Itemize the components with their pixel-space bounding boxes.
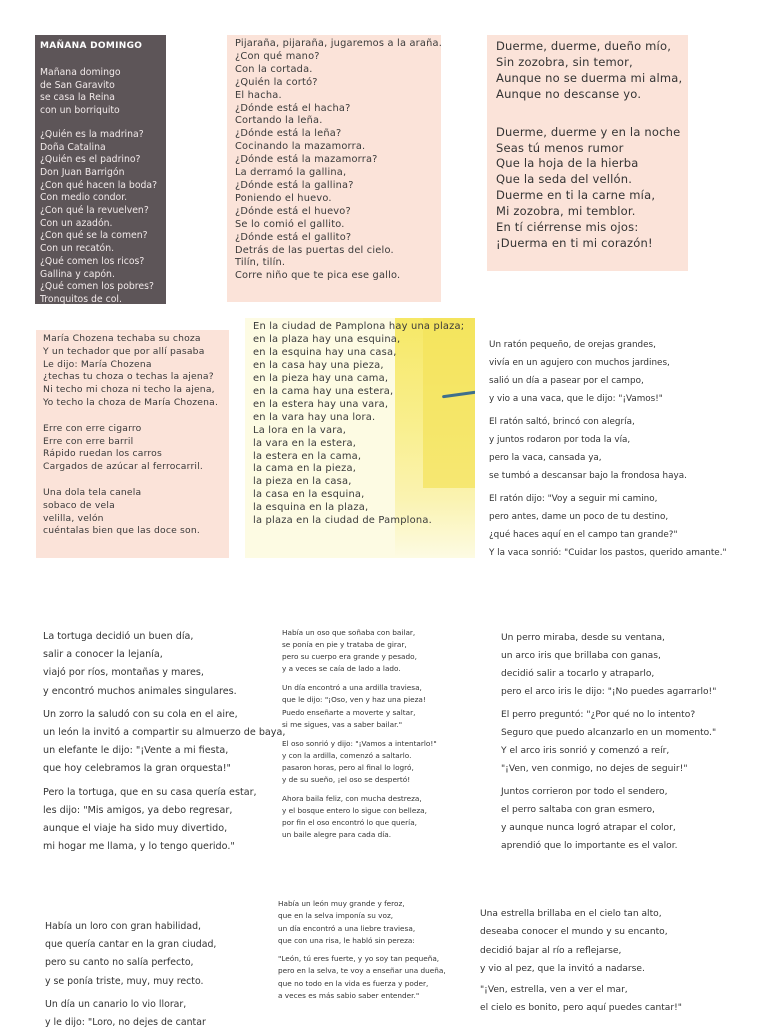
poem-line: Duerme, duerme, dueño mío, xyxy=(496,39,672,53)
poem-line: ¿Quién la cortó? xyxy=(235,76,318,88)
poem-line: Don Juan Barrigón xyxy=(40,166,125,178)
poem-line: Ni techo mi choza ni techo la ajena, xyxy=(43,384,215,396)
poem-line: ¿Quién es el padrino? xyxy=(40,154,141,166)
poem-lines xyxy=(496,39,683,252)
poem-line: que no todo en la vida es fuerza y poder, xyxy=(278,978,429,988)
poem-line: Un zorro la saludó con su cola en el aire, xyxy=(43,708,238,720)
poem-line: pero la vaca, cansada ya, xyxy=(489,453,602,463)
poem-line: Mi zozobra, mi temblor. xyxy=(496,204,636,219)
poem-line: se casa la Reina xyxy=(40,92,115,104)
poem-oso xyxy=(282,627,472,842)
poem-manana-domingo xyxy=(35,35,166,304)
poem-line: ¿Dónde está la gallina? xyxy=(235,179,354,191)
poem-line: en la vara hay una lora. xyxy=(253,411,376,423)
poem-line: Yo techo la choza de María Chozena. xyxy=(43,396,219,408)
poem-line: El ratón dijo: "Voy a seguir mi camino, xyxy=(489,494,658,504)
poem-line: ¿Dónde está el hacha? xyxy=(235,102,351,114)
poem-line: Sin zozobra, sin temor, xyxy=(496,54,633,69)
poem-line: sobaco de vela xyxy=(43,499,115,511)
stanza-break xyxy=(282,786,472,793)
poem-line: Se lo comió el gallito. xyxy=(235,218,345,230)
poem-lines xyxy=(480,905,730,1017)
poem-line: un arco iris que brillaba con ganas, xyxy=(501,651,661,661)
poem-line: Ahora baila feliz, con mucha destreza, xyxy=(282,794,422,804)
poem-line: El hacha. xyxy=(235,89,282,101)
stanza-break xyxy=(40,118,161,129)
poem-line: a veces es más sabio saber entender." xyxy=(278,991,420,1001)
poem-line: "León, tú eres fuerte, y yo soy tan pequeña, xyxy=(278,954,440,964)
poem-line: Había un león muy grande y feroz, xyxy=(278,899,405,908)
poem-line: la casa en la esquina, xyxy=(253,489,365,501)
poem-line: ¿Con qué la revuelven? xyxy=(40,205,149,217)
poem-line: la esquina en la plaza, xyxy=(253,502,369,514)
poem-line: viajó por ríos, montañas y mares, xyxy=(43,667,204,679)
poem-line: decidió bajar al río a reflejarse, xyxy=(480,945,622,956)
stanza-break xyxy=(282,675,472,682)
poem-line: ¿Con qué hacen la boda? xyxy=(40,179,158,191)
stanza-break xyxy=(43,410,222,423)
poem-line: la estera en la cama, xyxy=(253,450,362,462)
poem-line: un día encontró a una liebre traviesa, xyxy=(278,923,416,933)
poem-line: la vara en la estera, xyxy=(253,437,357,449)
poem-line: un elefante le dijo: "¡Vente a mi fiesta, xyxy=(43,745,229,757)
poem-line: pero en la selva, te voy a enseñar una dueña, xyxy=(278,966,446,976)
poem-line: Cargados de azúcar al ferrocarril. xyxy=(43,461,204,473)
poem-line: y aunque nunca logró atrapar el color, xyxy=(501,823,676,833)
poem-line: ¿Dónde está el gallito? xyxy=(235,231,352,243)
poem-pamplona xyxy=(245,318,475,558)
poem-line: en la estera hay una vara, xyxy=(253,398,389,410)
poem-line: ¿Qué comen los pobres? xyxy=(40,281,154,293)
poem-lines xyxy=(253,321,467,528)
poem-line: Cocinando la mazamorra. xyxy=(235,141,366,153)
poem-line: El ratón saltó, brincó con alegría, xyxy=(489,417,635,427)
poem-line: y vio a una vaca, que le dijo: "¡Vamos!" xyxy=(489,394,663,404)
poem-line: Rápido ruedan los carros xyxy=(43,448,162,460)
poem-line: que hoy celebramos la gran orquesta!" xyxy=(43,763,231,775)
poem-line: en la esquina hay una casa, xyxy=(253,346,397,358)
poem-line: Pero la tortuga, que en su casa quería estar, xyxy=(43,786,257,798)
poem-line: ¿techas tu choza o techas la ajena? xyxy=(43,371,214,383)
poem-line: Tronquitos de col. xyxy=(40,293,122,305)
poem-line: y le dijo: "Loro, no dejes de cantar xyxy=(45,1017,206,1029)
poem-loro xyxy=(45,918,265,1032)
poem-line: "¡Ven, estrella, ven a ver el mar, xyxy=(480,984,628,995)
stanza-break xyxy=(496,114,679,125)
poem-line: Y el arco iris sonrió y comenzó a reír, xyxy=(501,746,670,756)
poem-line: mi hogar me llama, y lo tengo querido." xyxy=(43,841,235,853)
poem-line: salió un día a pasear por el campo, xyxy=(489,376,644,386)
poem-line: Detrás de las puertas del cielo. xyxy=(235,244,394,256)
poem-line: ¿Qué comen los ricos? xyxy=(40,255,145,267)
poem-line: si me sigues, vas a saber bailar." xyxy=(282,719,403,729)
poem-lines xyxy=(278,898,478,1002)
poem-line: salir a conocer la lejanía, xyxy=(43,649,163,661)
poem-line: María Chozena techaba su choza xyxy=(43,333,201,344)
poem-line: Un día un canario lo vio llorar, xyxy=(45,998,187,1010)
poem-line: y vio al pez, que la invitó a nadarse. xyxy=(480,964,645,975)
stanza-break xyxy=(43,474,222,487)
poem-line: en la casa hay una pieza, xyxy=(253,359,384,371)
poem-line: Le dijo: María Chozena xyxy=(43,358,152,370)
poem-line: el cielo es bonito, pero aquí puedes cantar!" xyxy=(480,1003,682,1014)
poem-line: un baile alegre para cada día. xyxy=(282,830,392,840)
poem-line: Que la seda del vellón. xyxy=(496,172,633,187)
poem-line: La tortuga decidió un buen día, xyxy=(43,631,194,642)
poem-line: Aunque no se duerma mi alma, xyxy=(496,70,683,85)
poem-line: Había un oso que soñaba con bailar, xyxy=(282,628,416,637)
poem-line: en la cama hay una estera, xyxy=(253,385,394,397)
poem-line: deseaba conocer el mundo y su encanto, xyxy=(480,927,668,938)
poem-line: decidió salir a tocarlo y atraparlo, xyxy=(501,669,655,679)
poem-line: y de su sueño, ¡el oso se despertó! xyxy=(282,775,411,785)
poem-line: Tilín, tilín. xyxy=(235,257,286,269)
poem-line: ¿qué haces aquí en el campo tan grande?" xyxy=(489,530,678,540)
poem-line: Pijaraña, pijaraña, jugaremos a la araña. xyxy=(235,38,443,49)
poem-line: y con la ardilla, comenzó a saltarlo. xyxy=(282,750,412,760)
poem-line: que en la selva imponía su voz, xyxy=(278,911,394,921)
poem-line: cuéntalas bien que las doce son. xyxy=(43,525,200,537)
poem-line: ¿Dónde está el huevo? xyxy=(235,205,351,217)
poem-line: y encontró muchos animales singulares. xyxy=(43,685,237,697)
poem-line: Poniendo el huevo. xyxy=(235,192,332,204)
poem-line: que le dijo: "¡Oso, ven y haz una pieza! xyxy=(282,695,426,705)
poem-lines xyxy=(45,918,265,1032)
poem-line: pasaron horas, pero al final lo logró, xyxy=(282,762,414,772)
poem-lines xyxy=(282,627,472,842)
poem-maria-chozena xyxy=(36,330,229,558)
poem-raton xyxy=(489,336,739,562)
poem-line: Duerme en ti la carne mía, xyxy=(496,188,656,203)
poem-line: ¿Con qué se la comen? xyxy=(40,230,148,242)
poem-line: la cama en la pieza, xyxy=(253,463,357,475)
poem-line: Con un azadón. xyxy=(40,217,113,229)
poem-lines xyxy=(501,629,746,855)
poem-line: vivía en un agujero con muchos jardines, xyxy=(489,358,670,368)
poem-line: Erre con erre cigarro xyxy=(43,422,142,434)
poem-line: Con un recatón. xyxy=(40,243,115,255)
poem-lines xyxy=(43,333,222,538)
poem-line: El oso sonrió y dijo: "¡Vamos a intentarlo!" xyxy=(282,738,437,748)
poem-line: un león la invitó a compartir su almuerzo de baya, xyxy=(43,727,286,739)
poem-line: Y la vaca sonrió: "Cuidar los pastos, querido amante." xyxy=(489,548,727,558)
poem-pijarana xyxy=(227,35,441,302)
poem-line: Una dola tela canela xyxy=(43,486,142,498)
poem-line: ¿Dónde está la leña? xyxy=(235,128,342,140)
poem-perro xyxy=(501,629,746,855)
poem-line: Seas tú menos rumor xyxy=(496,140,624,155)
poem-line: ¿Quién es la madrina? xyxy=(40,128,144,140)
poem-line: Gallina y capón. xyxy=(40,268,115,280)
poem-line: con un borriquito xyxy=(40,105,120,117)
poem-line: pero su canto no salía perfecto, xyxy=(45,957,194,969)
poem-line: Y un techador que por allí pasaba xyxy=(43,345,205,357)
poem-line: Un perro miraba, desde su ventana, xyxy=(501,633,665,643)
poem-line: Que la hoja de la hierba xyxy=(496,156,639,171)
poem-line: y se ponía triste, muy, muy recto. xyxy=(45,975,204,987)
poem-line: la plaza en la ciudad de Pamplona. xyxy=(253,515,432,527)
poem-line: ¿Con qué mano? xyxy=(235,50,320,62)
poem-line: Juntos corrieron por todo el sendero, xyxy=(501,787,668,797)
poem-line: Una estrella brillaba en el cielo tan alto, xyxy=(480,909,662,919)
poem-line: les dijo: "Mis amigos, ya debo regresar, xyxy=(43,804,233,816)
poem-line: "¡Ven, ven conmigo, no dejes de seguir!" xyxy=(501,764,688,774)
poem-line: de San Garavito xyxy=(40,79,115,91)
poem-line: por fin el oso encontró lo que quería, xyxy=(282,818,417,828)
poem-line: Mañana domingo xyxy=(40,67,121,78)
poem-line: el perro saltaba con gran esmero, xyxy=(501,805,655,815)
poem-lines xyxy=(235,38,443,283)
poem-line: Con la cortada. xyxy=(235,63,313,75)
poem-line: aunque el viaje ha sido muy divertido, xyxy=(43,823,228,835)
poem-line: en la pieza hay una cama, xyxy=(253,372,389,384)
poem-line: En la ciudad de Pamplona hay una plaza; xyxy=(253,321,465,332)
poem-line: la pieza en la casa, xyxy=(253,476,352,488)
poem-line: Duerme, duerme y en la noche xyxy=(496,124,681,139)
poem-line: pero su cuerpo era grande y pesado, xyxy=(282,652,417,662)
poem-line: Aunque no descanse yo. xyxy=(496,86,642,101)
stanza-break xyxy=(282,731,472,738)
poem-line: ¿Dónde está la mazamorra? xyxy=(235,154,378,166)
poem-line: y a veces se caía de lado a lado. xyxy=(282,664,401,674)
poem-line: y el bosque entero lo sigue con belleza, xyxy=(282,806,427,816)
poem-duerme xyxy=(487,35,688,271)
poem-line: En tí ciérrense mis ojos: xyxy=(496,220,639,235)
poem-estrella xyxy=(480,905,730,1017)
poem-line: Erre con erre barril xyxy=(43,435,134,447)
poem-line: La derramó la gallina, xyxy=(235,167,347,179)
poem-line: pero antes, dame un poco de tu destino, xyxy=(489,512,669,522)
poem-line: y juntos rodaron por toda la vía, xyxy=(489,435,631,445)
poem-line: se tumbó a descansar bajo la frondosa haya. xyxy=(489,471,687,481)
poem-line: Con medio condor. xyxy=(40,192,128,204)
poem-lines xyxy=(43,628,286,856)
poem-line: Corre niño que te pica ese gallo. xyxy=(235,270,401,282)
poem-line: en la plaza hay una esquina, xyxy=(253,333,401,345)
stanza-break xyxy=(496,103,679,114)
poem-line: La lora en la vara, xyxy=(253,424,347,436)
poem-line: velilla, velón xyxy=(43,512,104,524)
poem-line: que quería cantar en la gran ciudad, xyxy=(45,939,217,951)
poem-line: se ponía en pie y trataba de girar, xyxy=(282,640,407,650)
poem-title: MAÑANA DOMINGO xyxy=(40,41,143,51)
poem-line: Había un loro con gran habilidad, xyxy=(45,921,202,932)
poem-lines xyxy=(489,336,739,562)
poem-tortuga xyxy=(43,628,286,856)
poem-line: Un día encontró a una ardilla traviesa, xyxy=(282,683,422,693)
poem-lines xyxy=(40,67,161,307)
poem-line: Un ratón pequeño, de orejas grandes, xyxy=(489,340,656,350)
poem-line: ¡Duerma en ti mi corazón! xyxy=(496,235,653,250)
poem-line: Doña Catalina xyxy=(40,141,106,153)
poem-line: El perro preguntó: "¿Por qué no lo intento? xyxy=(501,710,696,720)
poem-line: pero el arco iris le dijo: "¡No puedes agarrarlo!" xyxy=(501,687,717,697)
poem-line: Puedo enseñarte a moverte y saltar, xyxy=(282,707,416,717)
poem-line: aprendió que lo importante es el valor. xyxy=(501,841,678,851)
poem-line: Seguro que puedo alcanzarlo en un momento." xyxy=(501,728,717,738)
poem-leon xyxy=(278,898,478,1002)
poem-line: que con una risa, le habló sin pereza: xyxy=(278,935,415,945)
poem-line: Cortando la leña. xyxy=(235,115,323,127)
